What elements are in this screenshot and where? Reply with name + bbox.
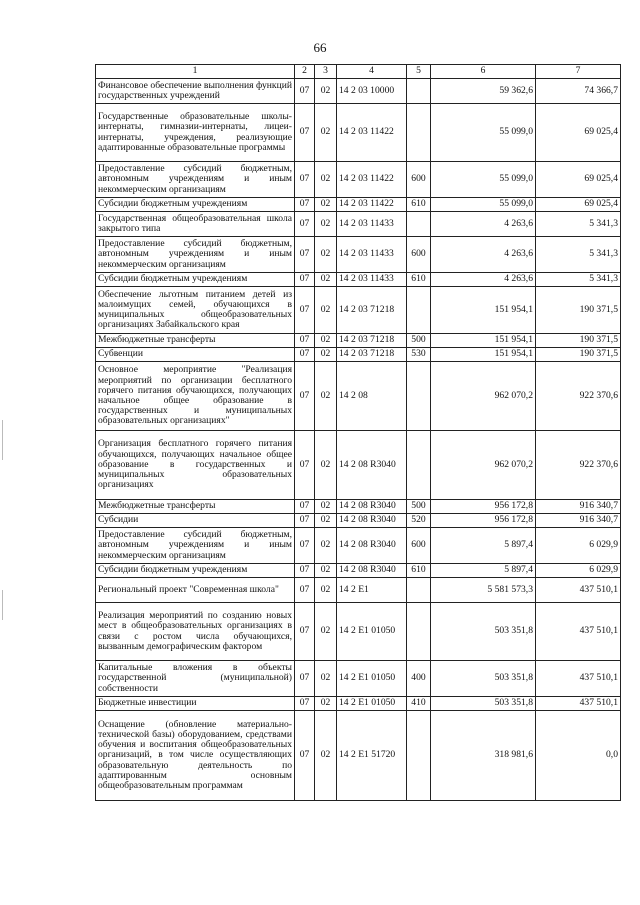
amount-year-2: 190 371,5 [536, 334, 621, 348]
amount-year-1: 55 099,0 [431, 198, 536, 212]
row-name: Финансовое обеспечение выполнения функций государственных учреждений [96, 79, 295, 104]
subsection-code: 02 [315, 287, 337, 334]
subsection-code: 02 [315, 79, 337, 104]
row-name: Субвенции [96, 348, 295, 362]
subsection-code: 02 [315, 237, 337, 273]
column-header: 6 [431, 65, 536, 79]
amount-year-1: 962 070,2 [431, 362, 536, 431]
section-code: 07 [295, 273, 315, 287]
target-article-code: 14 2 08 R3040 [337, 500, 407, 514]
expense-type-code [407, 603, 431, 661]
amount-year-1: 956 172,8 [431, 514, 536, 528]
subsection-code: 02 [315, 528, 337, 564]
table-row [96, 431, 621, 500]
target-article-code: 14 2 08 R3040 [337, 431, 407, 500]
expense-type-code [407, 287, 431, 334]
amount-year-1: 956 172,8 [431, 500, 536, 514]
expense-type-code: 520 [407, 514, 431, 528]
expense-type-code [407, 79, 431, 104]
expense-type-code: 400 [407, 661, 431, 697]
target-article-code: 14 2 03 11422 [337, 162, 407, 198]
amount-year-1: 151 954,1 [431, 334, 536, 348]
header-row [96, 65, 621, 79]
subsection-code: 02 [315, 431, 337, 500]
page-number: 66 [313, 40, 327, 55]
amount-year-2: 437 510,1 [536, 697, 621, 711]
subsection-code: 02 [315, 500, 337, 514]
amount-year-2: 69 025,4 [536, 162, 621, 198]
target-article-code: 14 2 E1 01050 [337, 661, 407, 697]
amount-year-2: 437 510,1 [536, 661, 621, 697]
expense-type-code [407, 431, 431, 500]
amount-year-2: 5 341,3 [536, 212, 621, 237]
section-code: 07 [295, 431, 315, 500]
amount-year-1: 503 351,8 [431, 603, 536, 661]
target-article-code: 14 2 03 11433 [337, 273, 407, 287]
table-row [96, 79, 621, 104]
target-article-code: 14 2 03 11433 [337, 237, 407, 273]
target-article-code: 14 2 03 71218 [337, 348, 407, 362]
amount-year-1: 4 263,6 [431, 273, 536, 287]
target-article-code: 14 2 08 R3040 [337, 564, 407, 578]
amount-year-2: 190 371,5 [536, 287, 621, 334]
row-name: Субсидии бюджетным учреждениям [96, 273, 295, 287]
row-name: Основное мероприятие "Реализация мероприятий по организации бесплатного горячего питания обучающихся, получающих начальное общее образование в государственных и муниципальных образовательных организациях" [96, 362, 295, 431]
row-name: Межбюджетные трансферты [96, 500, 295, 514]
expense-type-code [407, 212, 431, 237]
expense-type-code [407, 578, 431, 603]
row-name: Бюджетные инвестиции [96, 697, 295, 711]
section-code: 07 [295, 528, 315, 564]
scan-edge-mark [2, 420, 3, 460]
section-code: 07 [295, 661, 315, 697]
subsection-code: 02 [315, 348, 337, 362]
subsection-code: 02 [315, 104, 337, 162]
table-body [96, 65, 621, 801]
target-article-code: 14 2 08 R3040 [337, 528, 407, 564]
amount-year-1: 5 581 573,3 [431, 578, 536, 603]
expense-type-code: 530 [407, 348, 431, 362]
subsection-code: 02 [315, 711, 337, 801]
table-row [96, 564, 621, 578]
amount-year-1: 503 351,8 [431, 697, 536, 711]
subsection-code: 02 [315, 661, 337, 697]
subsection-code: 02 [315, 362, 337, 431]
table-row [96, 334, 621, 348]
column-header: 1 [96, 65, 295, 79]
expense-type-code: 610 [407, 198, 431, 212]
table-row [96, 273, 621, 287]
subsection-code: 02 [315, 198, 337, 212]
amount-year-2: 922 370,6 [536, 431, 621, 500]
row-name: Реализация мероприятий по созданию новых мест в общеобразовательных организациях в связи с ростом числа обучающихся, вызванным демографическим фактором [96, 603, 295, 661]
table-row [96, 348, 621, 362]
amount-year-2: 916 340,7 [536, 514, 621, 528]
amount-year-1: 55 099,0 [431, 162, 536, 198]
table-row [96, 162, 621, 198]
row-name: Организация бесплатного горячего питания обучающихся, получающих начальное общее образование в государственных и муниципальных образовательных организациях [96, 431, 295, 500]
section-code: 07 [295, 514, 315, 528]
amount-year-2: 190 371,5 [536, 348, 621, 362]
subsection-code: 02 [315, 273, 337, 287]
target-article-code: 14 2 E1 01050 [337, 603, 407, 661]
amount-year-1: 151 954,1 [431, 287, 536, 334]
row-name: Оснащение (обновление материально-технической базы) оборудованием, средствами обучения и воспитания общеобразовательных организаций, в том числе осуществляющих образовательную деятельность по адаптированным основным общеобразовательным программам [96, 711, 295, 801]
amount-year-1: 962 070,2 [431, 431, 536, 500]
subsection-code: 02 [315, 162, 337, 198]
amount-year-2: 6 029,9 [536, 528, 621, 564]
target-article-code: 14 2 08 [337, 362, 407, 431]
section-code: 07 [295, 237, 315, 273]
section-code: 07 [295, 104, 315, 162]
subsection-code: 02 [315, 564, 337, 578]
row-name: Региональный проект "Современная школа" [96, 578, 295, 603]
target-article-code: 14 2 E1 01050 [337, 697, 407, 711]
table-row [96, 528, 621, 564]
amount-year-1: 5 897,4 [431, 528, 536, 564]
subsection-code: 02 [315, 603, 337, 661]
amount-year-1: 59 362,6 [431, 79, 536, 104]
expense-type-code: 610 [407, 564, 431, 578]
expense-type-code: 500 [407, 334, 431, 348]
section-code: 07 [295, 578, 315, 603]
section-code: 07 [295, 334, 315, 348]
budget-table [95, 64, 621, 801]
table-row [96, 697, 621, 711]
target-article-code: 14 2 03 11433 [337, 212, 407, 237]
amount-year-1: 503 351,8 [431, 661, 536, 697]
amount-year-2: 922 370,6 [536, 362, 621, 431]
amount-year-2: 437 510,1 [536, 603, 621, 661]
target-article-code: 14 2 E1 [337, 578, 407, 603]
amount-year-1: 4 263,6 [431, 212, 536, 237]
row-name: Субсидии бюджетным учреждениям [96, 198, 295, 212]
section-code: 07 [295, 697, 315, 711]
target-article-code: 14 2 03 11422 [337, 198, 407, 212]
amount-year-2: 69 025,4 [536, 198, 621, 212]
table-row [96, 287, 621, 334]
amount-year-2: 0,0 [536, 711, 621, 801]
expense-type-code [407, 104, 431, 162]
column-header: 5 [407, 65, 431, 79]
target-article-code: 14 2 03 10000 [337, 79, 407, 104]
table-row [96, 578, 621, 603]
expense-type-code: 600 [407, 162, 431, 198]
amount-year-1: 151 954,1 [431, 348, 536, 362]
section-code: 07 [295, 287, 315, 334]
section-code: 07 [295, 362, 315, 431]
section-code: 07 [295, 603, 315, 661]
row-name: Обеспечение льготным питанием детей из малоимущих семей, обучающихся в муниципальных общеобразовательных организациях Забайкальского края [96, 287, 295, 334]
table-row [96, 514, 621, 528]
column-header: 4 [337, 65, 407, 79]
column-header: 3 [315, 65, 337, 79]
section-code: 07 [295, 348, 315, 362]
row-name: Предоставление субсидий бюджетным, автономным учреждениям и иным некоммерческим организациям [96, 162, 295, 198]
expense-type-code: 410 [407, 697, 431, 711]
row-name: Субсидии [96, 514, 295, 528]
section-code: 07 [295, 79, 315, 104]
amount-year-2: 5 341,3 [536, 237, 621, 273]
expense-type-code: 600 [407, 237, 431, 273]
row-name: Субсидии бюджетным учреждениям [96, 564, 295, 578]
table-row [96, 711, 621, 801]
subsection-code: 02 [315, 334, 337, 348]
subsection-code: 02 [315, 578, 337, 603]
expense-type-code: 600 [407, 528, 431, 564]
row-name: Государственные образовательные школы-интернаты, гимназии-интернаты, лицеи-интернаты, учреждения, реализующие адаптированные образовательные программы [96, 104, 295, 162]
amount-year-1: 318 981,6 [431, 711, 536, 801]
table-row [96, 500, 621, 514]
amount-year-2: 74 366,7 [536, 79, 621, 104]
subsection-code: 02 [315, 514, 337, 528]
amount-year-1: 5 897,4 [431, 564, 536, 578]
section-code: 07 [295, 198, 315, 212]
amount-year-2: 6 029,9 [536, 564, 621, 578]
section-code: 07 [295, 711, 315, 801]
row-name: Межбюджетные трансферты [96, 334, 295, 348]
row-name: Предоставление субсидий бюджетным, автономным учреждениям и иным некоммерческим организациям [96, 528, 295, 564]
table-row [96, 661, 621, 697]
table-row [96, 362, 621, 431]
target-article-code: 14 2 08 R3040 [337, 514, 407, 528]
table-row [96, 104, 621, 162]
section-code: 07 [295, 564, 315, 578]
target-article-code: 14 2 03 11422 [337, 104, 407, 162]
expense-type-code [407, 711, 431, 801]
target-article-code: 14 2 E1 51720 [337, 711, 407, 801]
expense-type-code [407, 362, 431, 431]
row-name: Капитальные вложения в объекты государственной (муниципальной) собственности [96, 661, 295, 697]
column-header: 7 [536, 65, 621, 79]
amount-year-2: 69 025,4 [536, 104, 621, 162]
scan-edge-mark [2, 590, 3, 620]
section-code: 07 [295, 212, 315, 237]
section-code: 07 [295, 500, 315, 514]
subsection-code: 02 [315, 212, 337, 237]
expense-type-code: 610 [407, 273, 431, 287]
amount-year-1: 4 263,6 [431, 237, 536, 273]
table-row [96, 603, 621, 661]
expense-type-code: 500 [407, 500, 431, 514]
amount-year-1: 55 099,0 [431, 104, 536, 162]
amount-year-2: 5 341,3 [536, 273, 621, 287]
table-row [96, 198, 621, 212]
amount-year-2: 437 510,1 [536, 578, 621, 603]
section-code: 07 [295, 162, 315, 198]
target-article-code: 14 2 03 71218 [337, 287, 407, 334]
table-row [96, 237, 621, 273]
subsection-code: 02 [315, 697, 337, 711]
table-row [96, 212, 621, 237]
target-article-code: 14 2 03 71218 [337, 334, 407, 348]
column-header: 2 [295, 65, 315, 79]
row-name: Государственная общеобразовательная школа закрытого типа [96, 212, 295, 237]
amount-year-2: 916 340,7 [536, 500, 621, 514]
row-name: Предоставление субсидий бюджетным, автономным учреждениям и иным некоммерческим организациям [96, 237, 295, 273]
